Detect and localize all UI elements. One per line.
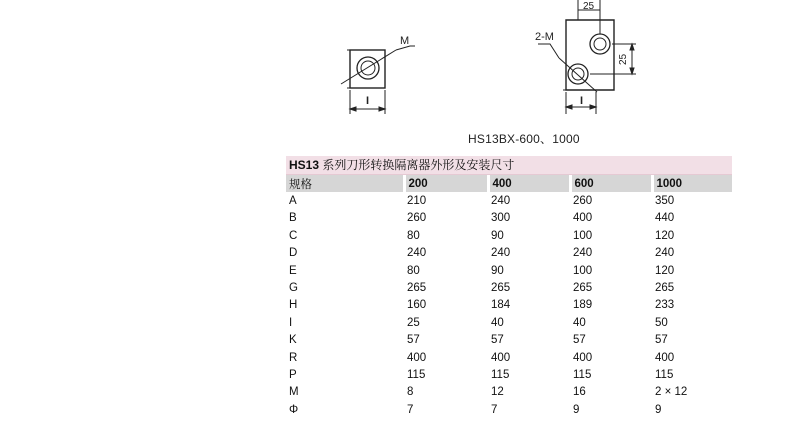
value-cell: 400 [655,351,675,364]
value-cell: 57 [573,334,586,347]
row-label-cell: B [289,212,297,225]
right-i-label: I [580,95,584,107]
table-row [286,245,732,262]
table-row [286,384,732,401]
value-cell: 25 [407,316,420,329]
value-cell: 2 × 12 [655,386,688,399]
left-i-label: I [366,95,370,107]
value-cell: 50 [655,316,668,329]
table-row [286,401,732,418]
value-cell: 8 [407,386,414,399]
value-cell: 240 [491,247,511,260]
value-cell: 160 [407,299,427,312]
value-cell: 115 [407,368,426,381]
value-cell: 115 [573,368,592,381]
value-cell: 265 [573,282,593,295]
value-cell: 184 [491,299,511,312]
value-cell: 120 [655,229,675,242]
value-cell: 300 [491,212,511,225]
value-cell: 240 [491,195,511,208]
value-cell: 100 [573,229,593,242]
right-top-dimension: 25 [583,1,595,12]
header-cell-600: 600 [570,175,652,192]
table-row [286,349,732,366]
value-cell: 265 [655,282,675,295]
value-cell: 210 [407,195,427,208]
drawing-caption: HS13BX-600、1000 [468,132,580,146]
value-cell: 400 [573,212,593,225]
value-cell: 115 [491,368,510,381]
header-row [286,175,732,192]
value-cell: 240 [655,247,675,260]
value-cell: 189 [573,299,593,312]
value-cell: 57 [655,334,668,347]
left-m-label: M [400,35,410,47]
value-cell: 233 [655,299,675,312]
value-cell: 265 [491,282,511,295]
value-cell: 57 [491,334,504,347]
table-row [286,192,732,209]
dimension-table [286,156,732,418]
value-cell: 12 [491,386,504,399]
row-label-cell: M [289,386,299,399]
header-cell-spec: 规格 [286,175,404,192]
table-row [286,332,732,349]
value-cell: 100 [573,264,593,277]
table-row [286,314,732,331]
row-label-cell: G [289,282,298,295]
value-cell: 9 [573,403,580,416]
table-title [286,156,732,175]
header-cell-1000: 1000 [652,175,732,192]
table-title-text: 系列刀形转换隔离器外形及安装尺寸 [319,158,515,172]
table-row [286,279,732,296]
table-row [286,366,732,383]
row-label-cell: R [289,351,298,364]
spec-table [286,175,732,418]
value-cell: 350 [655,195,675,208]
row-label-cell: A [289,195,297,208]
value-cell: 16 [573,386,586,399]
table-row [286,297,732,314]
value-cell: 400 [407,351,427,364]
value-cell: 9 [655,403,662,416]
value-cell: 7 [491,403,498,416]
value-cell: 80 [407,264,420,277]
row-label-cell: H [289,299,298,312]
right-side-dimension: 25 [618,53,629,65]
header-cell-400: 400 [488,175,570,192]
value-cell: 40 [573,316,586,329]
value-cell: 90 [491,229,504,242]
value-cell: 120 [655,264,675,277]
row-label-cell: P [289,368,297,381]
row-label-cell: C [289,229,298,242]
table-title-series: HS13 [289,158,320,172]
value-cell: 7 [407,403,414,416]
right-2m-label: 2-M [535,31,554,43]
value-cell: 80 [407,229,420,242]
value-cell: 90 [491,264,504,277]
terminal-drawings [0,0,800,130]
value-cell: 57 [407,334,420,347]
row-label-cell: K [289,334,297,347]
row-label-cell: Φ [289,403,299,416]
value-cell: 400 [573,351,593,364]
value-cell: 265 [407,282,427,295]
table-row [286,262,732,279]
table-row [286,227,732,244]
value-cell: 240 [573,247,593,260]
value-cell: 240 [407,247,427,260]
value-cell: 40 [491,316,504,329]
row-label-cell: I [289,316,293,329]
row-label-cell: D [289,247,298,260]
value-cell: 115 [655,368,674,381]
value-cell: 260 [573,195,593,208]
row-label-cell: E [289,264,297,277]
value-cell: 260 [407,212,427,225]
value-cell: 440 [655,212,675,225]
header-cell-200: 200 [404,175,488,192]
table-row [286,210,732,227]
single-terminal-drawing [341,46,415,114]
value-cell: 400 [491,351,511,364]
